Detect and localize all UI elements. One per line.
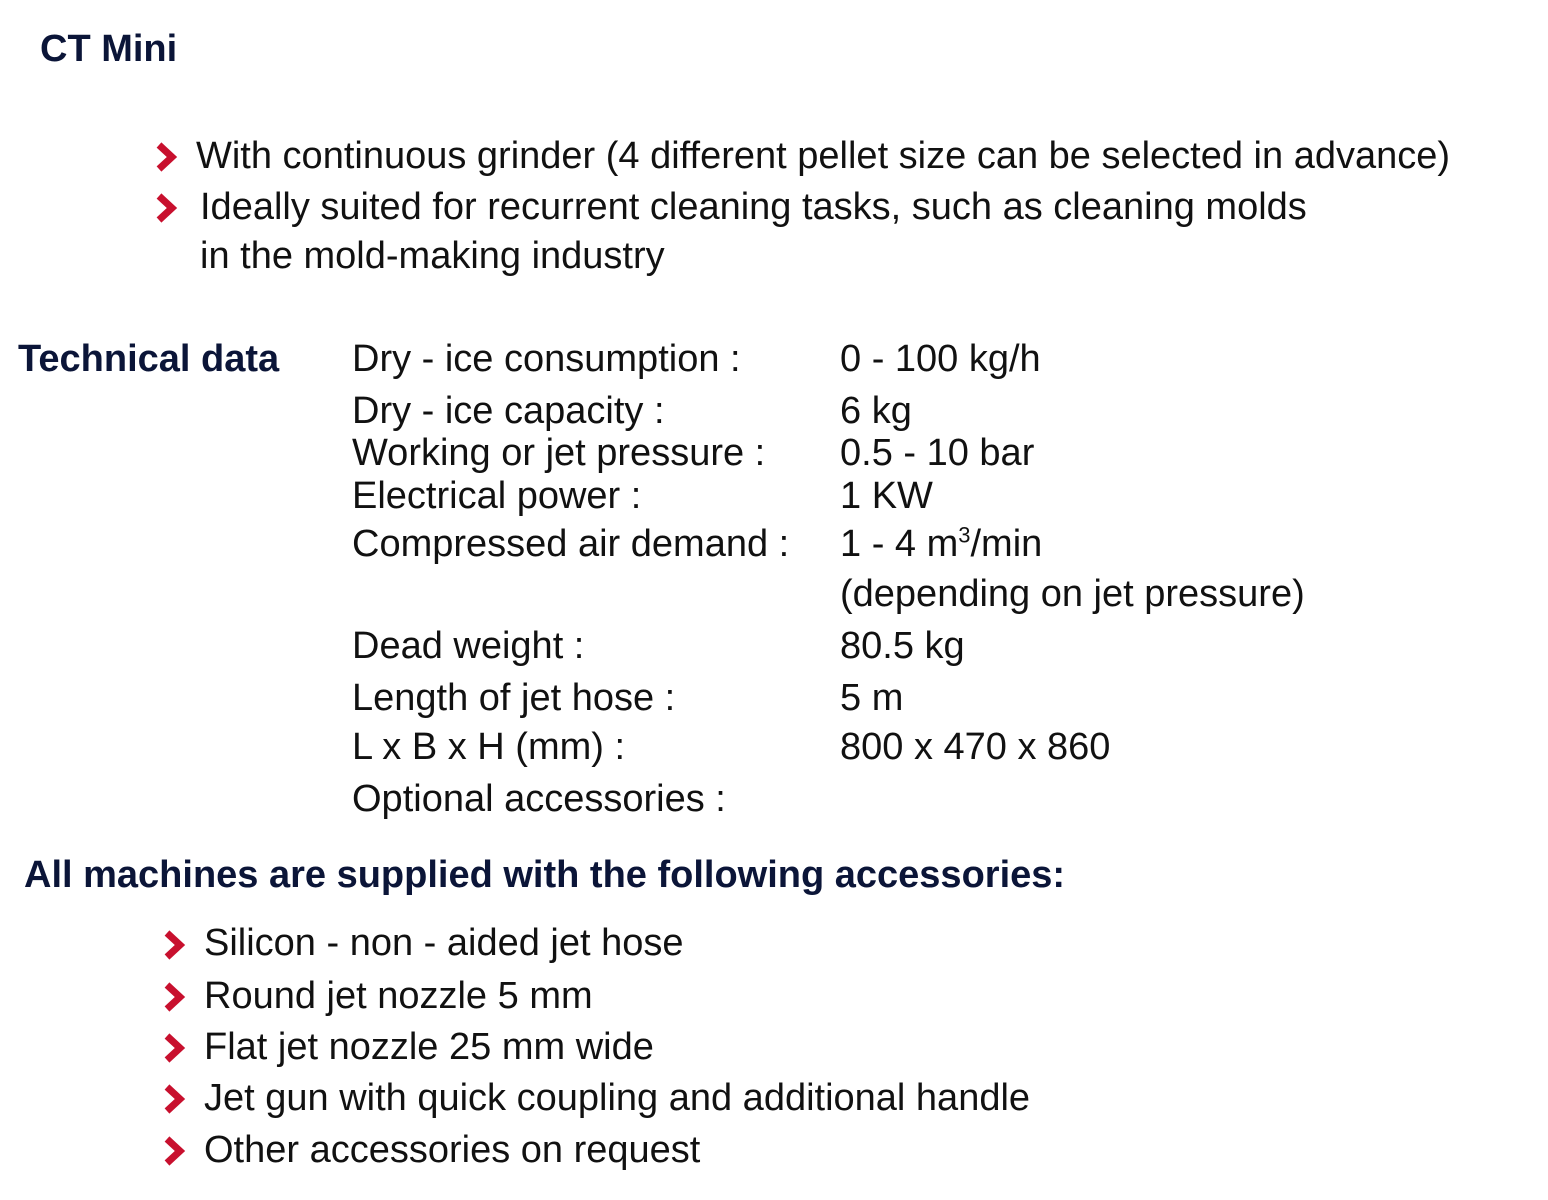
chevron-right-icon <box>160 1084 188 1114</box>
chevron-right-icon <box>160 1033 188 1063</box>
spec-value: 0 - 100 kg/h <box>840 338 1041 380</box>
chevron-right-icon <box>160 1136 188 1166</box>
spec-label: Compressed air demand : <box>352 523 790 565</box>
spec-label: Length of jet hose : <box>352 677 676 719</box>
spec-value-note: (depending on jet pressure) <box>840 573 1305 615</box>
spec-value: 800 x 470 x 860 <box>840 726 1111 768</box>
page-title: CT Mini <box>40 28 178 70</box>
spec-label: Electrical power : <box>352 475 642 517</box>
accessory-item: Round jet nozzle 5 mm <box>204 975 593 1017</box>
spec-value: 5 m <box>840 677 904 719</box>
accessories-heading: All machines are supplied with the following accessories: <box>24 854 1066 896</box>
chevron-right-icon <box>160 930 188 960</box>
spec-label: Working or jet pressure : <box>352 432 766 474</box>
spec-value <box>840 523 1042 566</box>
spec-value: 80.5 kg <box>840 625 965 667</box>
spec-label: Dry - ice consumption : <box>352 338 741 380</box>
spec-value-main: 1 - 4 m <box>840 523 959 565</box>
accessory-item: Flat jet nozzle 25 mm wide <box>204 1026 654 1068</box>
feature-item: With continuous grinder (4 different pellet size can be selected in advance) <box>196 135 1451 177</box>
chevron-right-icon <box>152 193 180 223</box>
spec-label: Dead weight : <box>352 625 585 667</box>
spec-value-unit: /min <box>970 523 1043 565</box>
spec-value: 1 KW <box>840 475 933 517</box>
accessory-item: Other accessories on request <box>204 1129 701 1171</box>
feature-item-continuation: in the mold-making industry <box>200 235 665 277</box>
spec-value-superscript: 3 <box>958 522 971 548</box>
spec-value: 0.5 - 10 bar <box>840 432 1035 474</box>
spec-label: L x B x H (mm) : <box>352 726 626 768</box>
spec-value: 6 kg <box>840 390 912 432</box>
chevron-right-icon <box>160 982 188 1012</box>
technical-data-heading: Technical data <box>18 338 280 380</box>
feature-item: Ideally suited for recurrent cleaning tasks, such as cleaning molds <box>200 186 1307 228</box>
accessory-item: Silicon - non - aided jet hose <box>204 922 684 964</box>
chevron-right-icon <box>152 142 180 172</box>
accessory-item: Jet gun with quick coupling and additional handle <box>204 1077 1031 1119</box>
spec-label: Optional accessories : <box>352 778 726 820</box>
spec-label: Dry - ice capacity : <box>352 390 665 432</box>
